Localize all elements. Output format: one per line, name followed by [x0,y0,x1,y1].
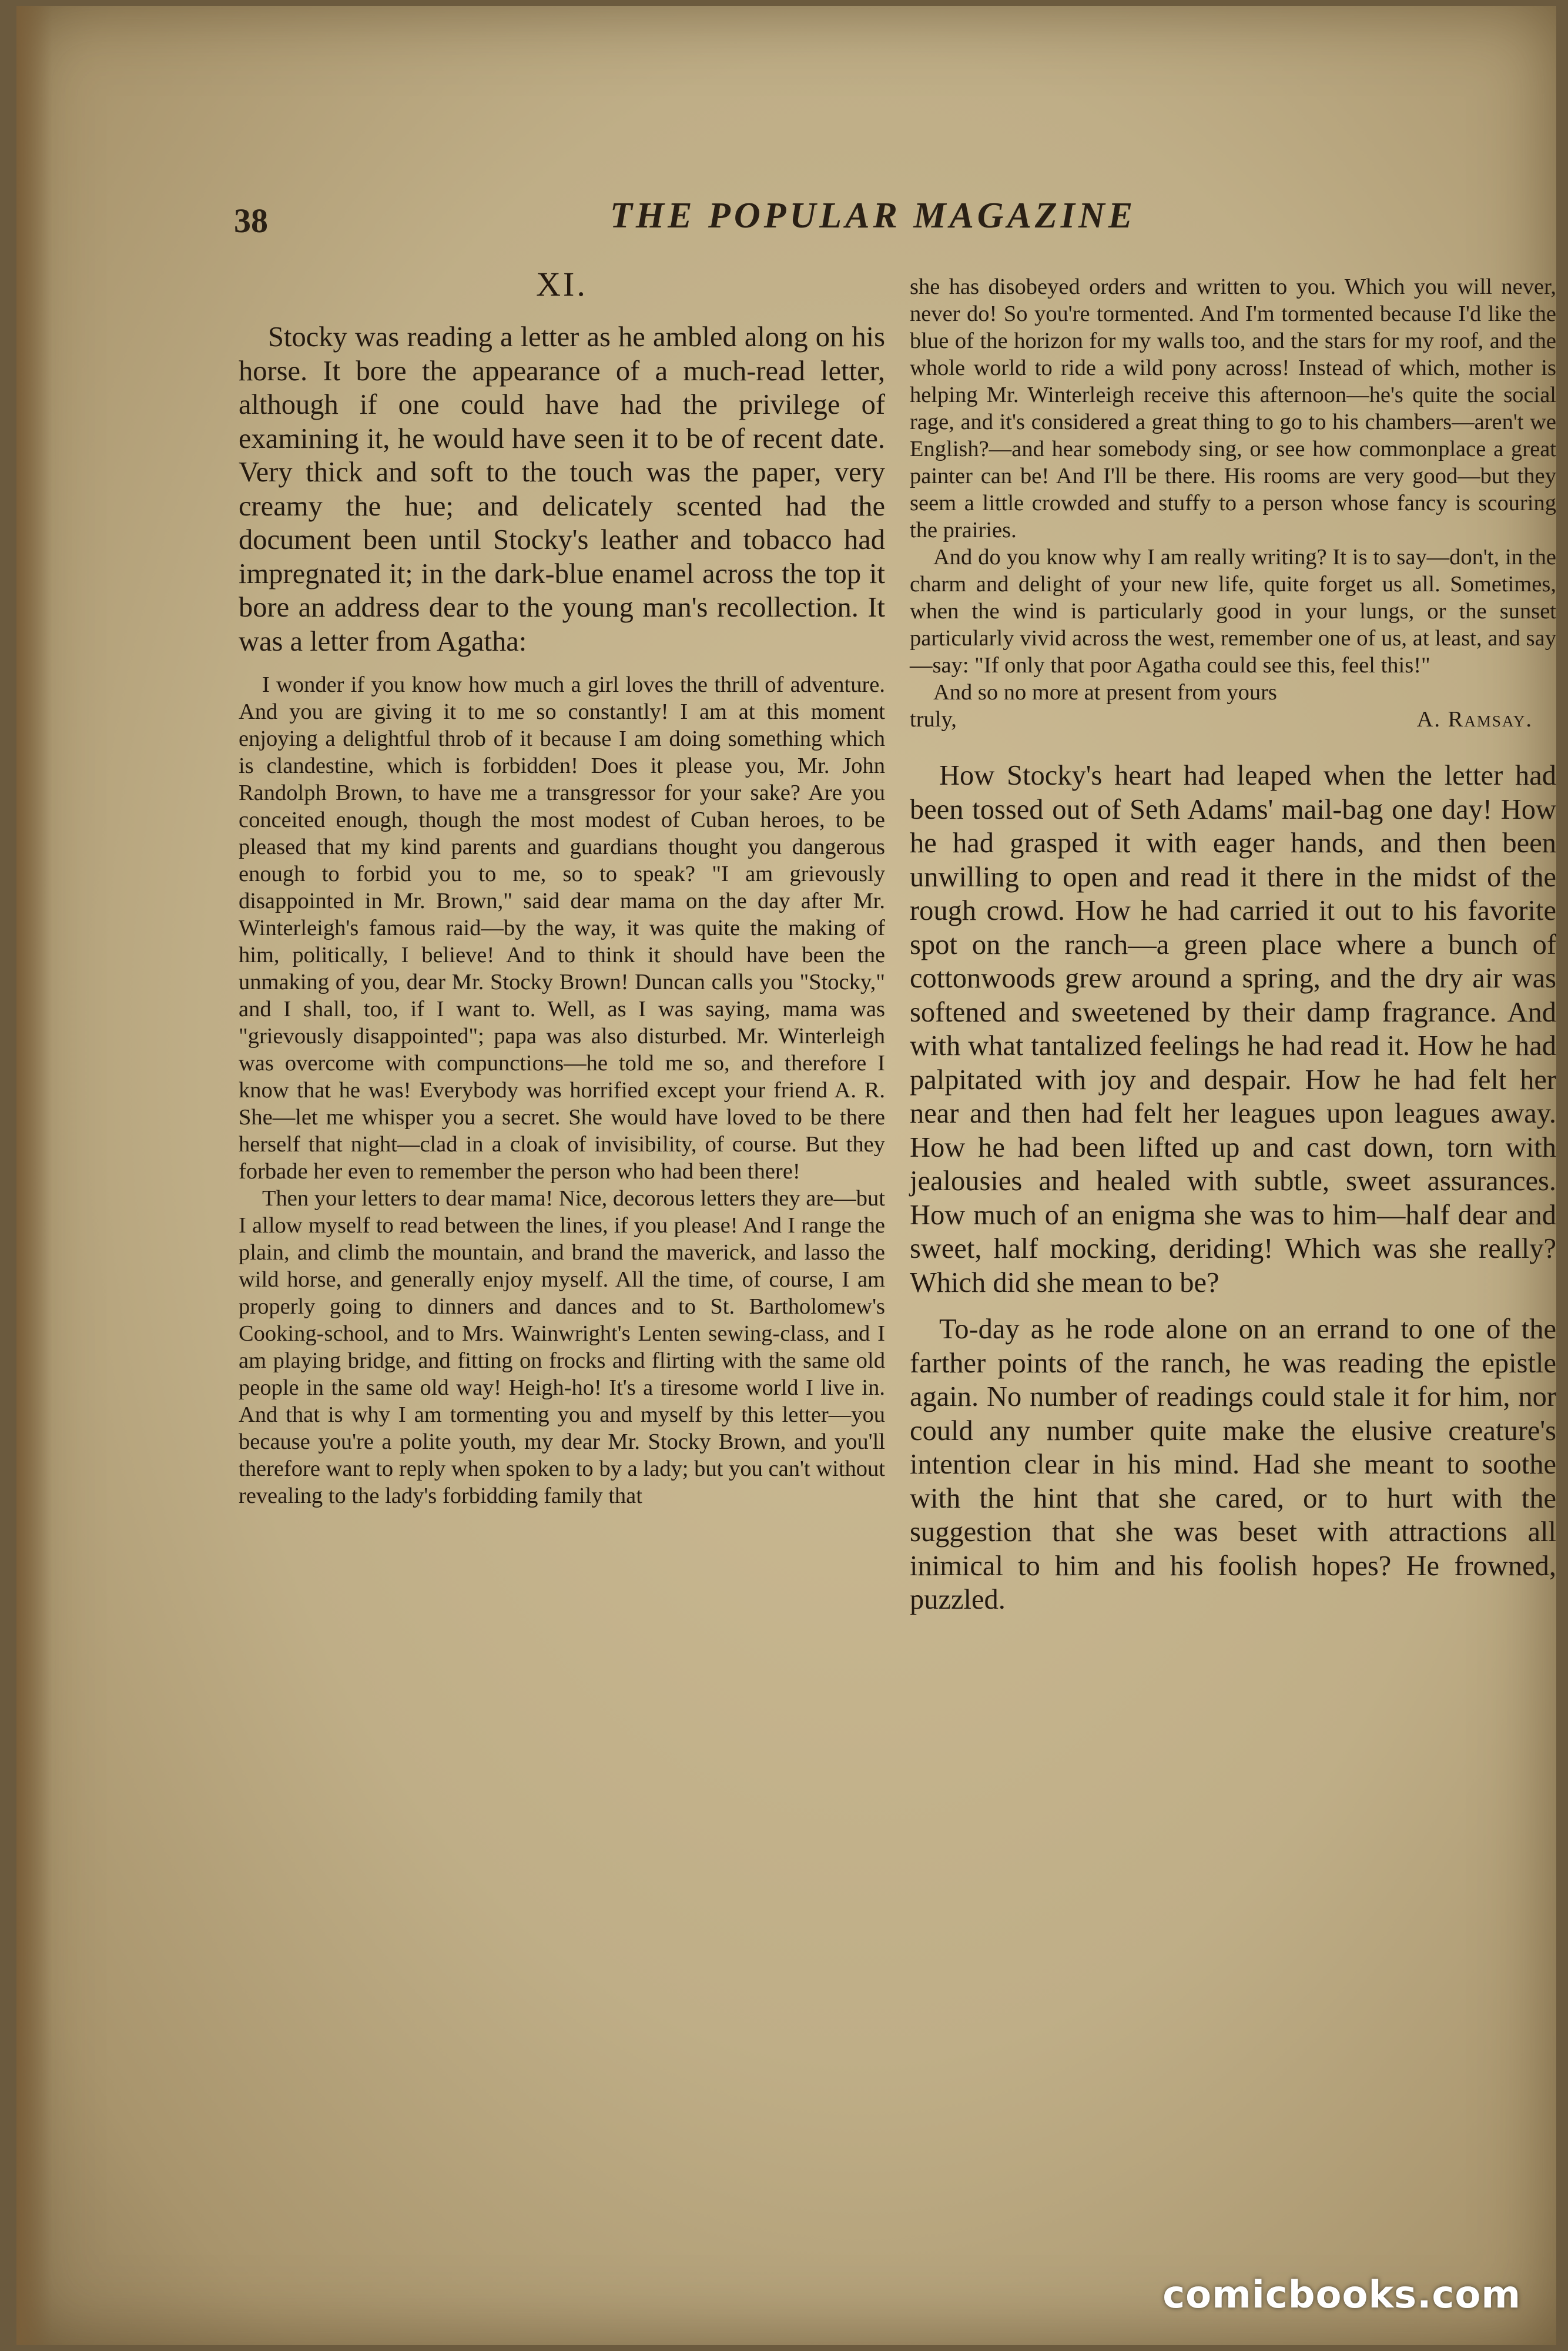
letter-paragraph-3: she has disobeyed orders and written to you. Which you will never, never do! So you're tormented. And I'm tormented because I'd like the blue of the horizon for my walls too, and the stars for my roof, and the whole world to ride a wild pony across! Instead of which, mother is helping Mr. Winterleigh receive this afternoon—he's quite the social rage, and it's considered a great thing to go to his chambers—aren't we English?—and hear somebody sing, or see how commonplace a great painter can be! And I'll be there. His rooms are very good—but they seem a little crowded and stuffy to a person whose fancy is scouring the prairies. [910,274,1556,542]
letter-signature: A. Ramsay. [1416,707,1533,732]
chapter-heading: XI. [536,265,588,303]
letter-paragraph-2: Then your letters to dear mama! Nice, decorous letters they are—but I allow myself to read between the lines, if you please! And I range the plain, and climb the mountain, and brand the maverick, and lasso the wild horse, and generally enjoy myself. All the time, of course, I am properly going to dinners and dances and to St. Bartholomew's Cooking-school, and to Mrs. Wainwright's Lenten sewing-class, and I am playing bridge, and fitting on frocks and flirting with the same old people in the same old way! Heigh-ho! It's a tiresome world I live in. And that is why I am tormenting you and myself by this letter—you because you're a polite youth, my dear Mr. Stocky Brown, and you'll therefore want to reply when spoken to by a lady; but you can't without revealing to the lady's forbidding family that [239,1186,885,1508]
watermark: comicbooks.com [1162,2273,1521,2317]
left-column [239,264,885,1509]
body-paragraph-1: How Stocky's heart had leaped when the letter had been tossed out of Seth Adams' mail-bag one day! How he had grasped it with eager hands, and then been unwilling to open and read it there in the midst of the rough crowd. How he had carried it out to his favorite spot on the ranch—a green place where a bunch of cottonwoods grew around a spring, and the dry air was softened and sweetened by their damp fragrance. And with what tantalized feelings he had read it. How he had palpitated with joy and despair. How he had felt her near and then had felt her leagues upon leagues away. How he had been lifted up and cast down, torn with jealousies and healed with subtle, sweet assurances. How much of an enigma she was to him—half dear and sweet, half mocking, deriding! Which was she really? Which did she mean to be? [910,760,1556,1298]
right-column [910,273,1556,1617]
letter-closing-word: truly, [910,707,957,732]
letter-closing-row [910,706,1556,733]
body-paragraph-2: To-day as he rode alone on an errand to one of the farther points of the ranch, he was reading the epistle again. No number of readings could stale it for him, nor could any number quite make the elusive creature's intention clear in his mind. Had she meant to soothe with the hint that she cared, or to hurt with the suggestion that she was beset with attractions all inimical to him and his foolish hopes? He frowned, puzzled. [910,1314,1556,1615]
magazine-page [16,6,1556,2345]
page-number: 38 [234,202,268,240]
letter-closing-line: And so no more at present from yours [933,680,1277,705]
page-header [234,195,1556,242]
intro-paragraph: Stocky was reading a letter as he ambled along on his horse. It bore the appearance of a much-read letter, although if one could have had the privilege of examining it, he would have seen it to be of recent date. Very thick and soft to the touch was the paper, very creamy the hue; and delicately scented had the document been until Stocky's leather and tobacco had impregnated it; in the dark-blue enamel across the top it bore an address dear to the young man's recollection. It was a letter from Agatha: [239,321,885,657]
letter-paragraph-1: I wonder if you know how much a girl loves the thrill of adventure. And you are giving it to me so constantly! I am at this moment enjoying a delightful throb of it because I am doing something which is clandestine, which is forbidden! Does it please you, Mr. John Randolph Brown, to have me a transgressor for your sake? Are you conceited enough, though the most modest of Cuban heroes, to be pleased that my kind parents and guardians thought you dangerous enough to forbid you to me, so to speak? "I am grievously disappointed in Mr. Brown," said dear mama on the day after Mr. Winterleigh's famous raid—by the way, it was quite the making of him, politically, I believe! And to think it should have been the unmaking of you, dear Mr. Stocky Brown! Duncan calls you "Stocky," and I shall, too, if I want to. Well, as I was saying, mama was "grievously disappointed"; papa was also disturbed. Mr. Winterleigh was overcome with compunctions—he told me so, and therefore I know that he was! Everybody was horrified except your friend A. R. She—let me whisper you a secret. She would have loved to be there herself that night—clad in a cloak of invisibility, of course. But they forbade her even to remember the person who had been there! [239,672,885,1184]
running-head: THE POPULAR MAGAZINE [610,196,1137,236]
letter-paragraph-4: And do you know why I am really writing? It is to say—don't, in the charm and delight of your new life, quite forget us all. Sometimes, when the wind is particularly good in your lungs, or the sunset particularly vivid across the west, remember one of us, at least, and say—say: "If only that poor Agatha could see this, feel this!" [910,545,1556,678]
page-spine-shadow [16,6,52,2345]
